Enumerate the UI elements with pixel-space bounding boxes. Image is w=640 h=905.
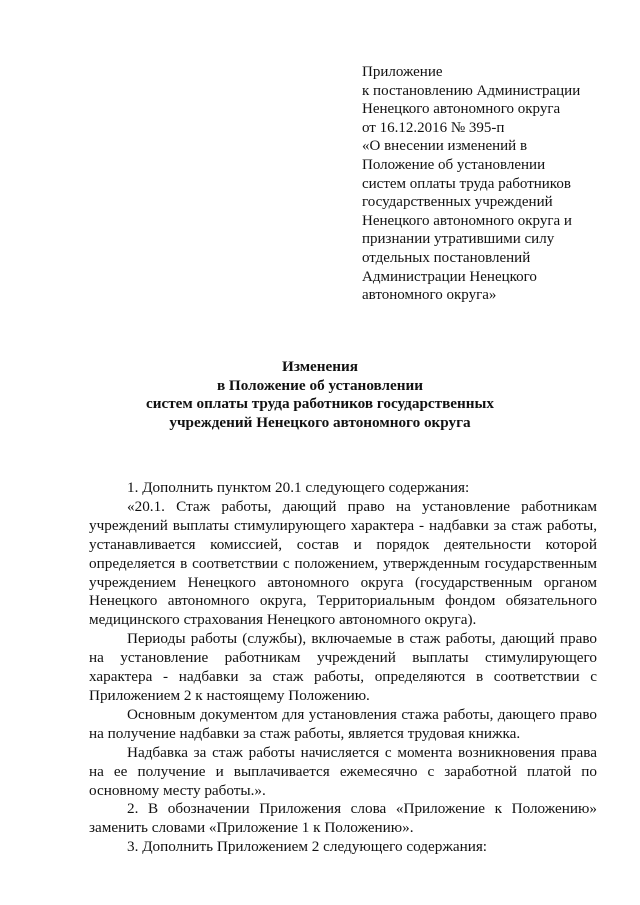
appendix-line: «О внесении изменений в	[362, 138, 528, 155]
paragraph-item-3: 3. Дополнить Приложением 2 следующего содержания:	[127, 838, 488, 856]
paragraph-main-document: Основным документом для установления стажа работы, дающего право на получение надбавки за стаж работы, является трудовая книжка.	[89, 705, 597, 742]
appendix-line: Ненецкого автономного округа и	[362, 212, 572, 229]
paragraph-service-periods: Периоды работы (службы), включаемые в стаж работы, дающий право на установление работникам учреждений выплаты стимулирующего характера - надбавки за стаж работы, определяются в соответствии с Приложением 2 к настоящему Положению.	[89, 630, 597, 704]
title-line: систем оплаты труда работников государственных	[145, 395, 495, 412]
appendix-header	[362, 63, 612, 305]
appendix-line: автономного округа»	[362, 287, 497, 304]
paragraph-clause-20-1: «20.1. Стаж работы, дающий право на установление работникам учреждений выплаты стимулирующего характера - надбавки за стаж работы, устанавливается комиссией, состав и порядок деятельности которой определяется в соответствии с положением, утвержденным государственным учреждением Ненецкого автономного округа (государственным органом Ненецкого автономного округа, Территориальным фондом обязательного медицинского страхования Ненецкого автономного округа).	[89, 497, 597, 629]
appendix-line: отдельных постановлений	[362, 249, 531, 266]
appendix-line: Администрации Ненецкого	[362, 268, 537, 285]
appendix-line: систем оплаты труда работников	[362, 175, 571, 192]
appendix-line: от 16.12.2016 № 395-п	[362, 119, 505, 136]
document-body	[89, 479, 597, 857]
appendix-line: Положение об установлении	[362, 156, 546, 173]
paragraph-item-1: 1. Дополнить пунктом 20.1 следующего содержания:	[127, 479, 470, 496]
appendix-line: к постановлению Администрации	[362, 82, 581, 99]
appendix-line: Приложение	[362, 64, 443, 80]
title-line: Изменения	[282, 358, 358, 375]
paragraph-item-2: 2. В обозначении Приложения слова «Приложение к Положению» заменить словами «Приложение 1 к Положению».	[89, 800, 597, 837]
appendix-line: государственных учреждений	[362, 194, 553, 211]
title-line: в Положение об установлении	[216, 376, 424, 394]
appendix-line: признании утратившими силу	[362, 231, 555, 248]
title-line: учреждений Ненецкого автономного округа	[169, 413, 471, 431]
paragraph-accrual: Надбавка за стаж работы начисляется с момента возникновения права на ее получение и выплачивается ежемесячно с заработной платой по основному месту работы.».	[89, 743, 597, 799]
document-title	[98, 358, 542, 432]
appendix-line: Ненецкого автономного округа	[362, 101, 561, 118]
